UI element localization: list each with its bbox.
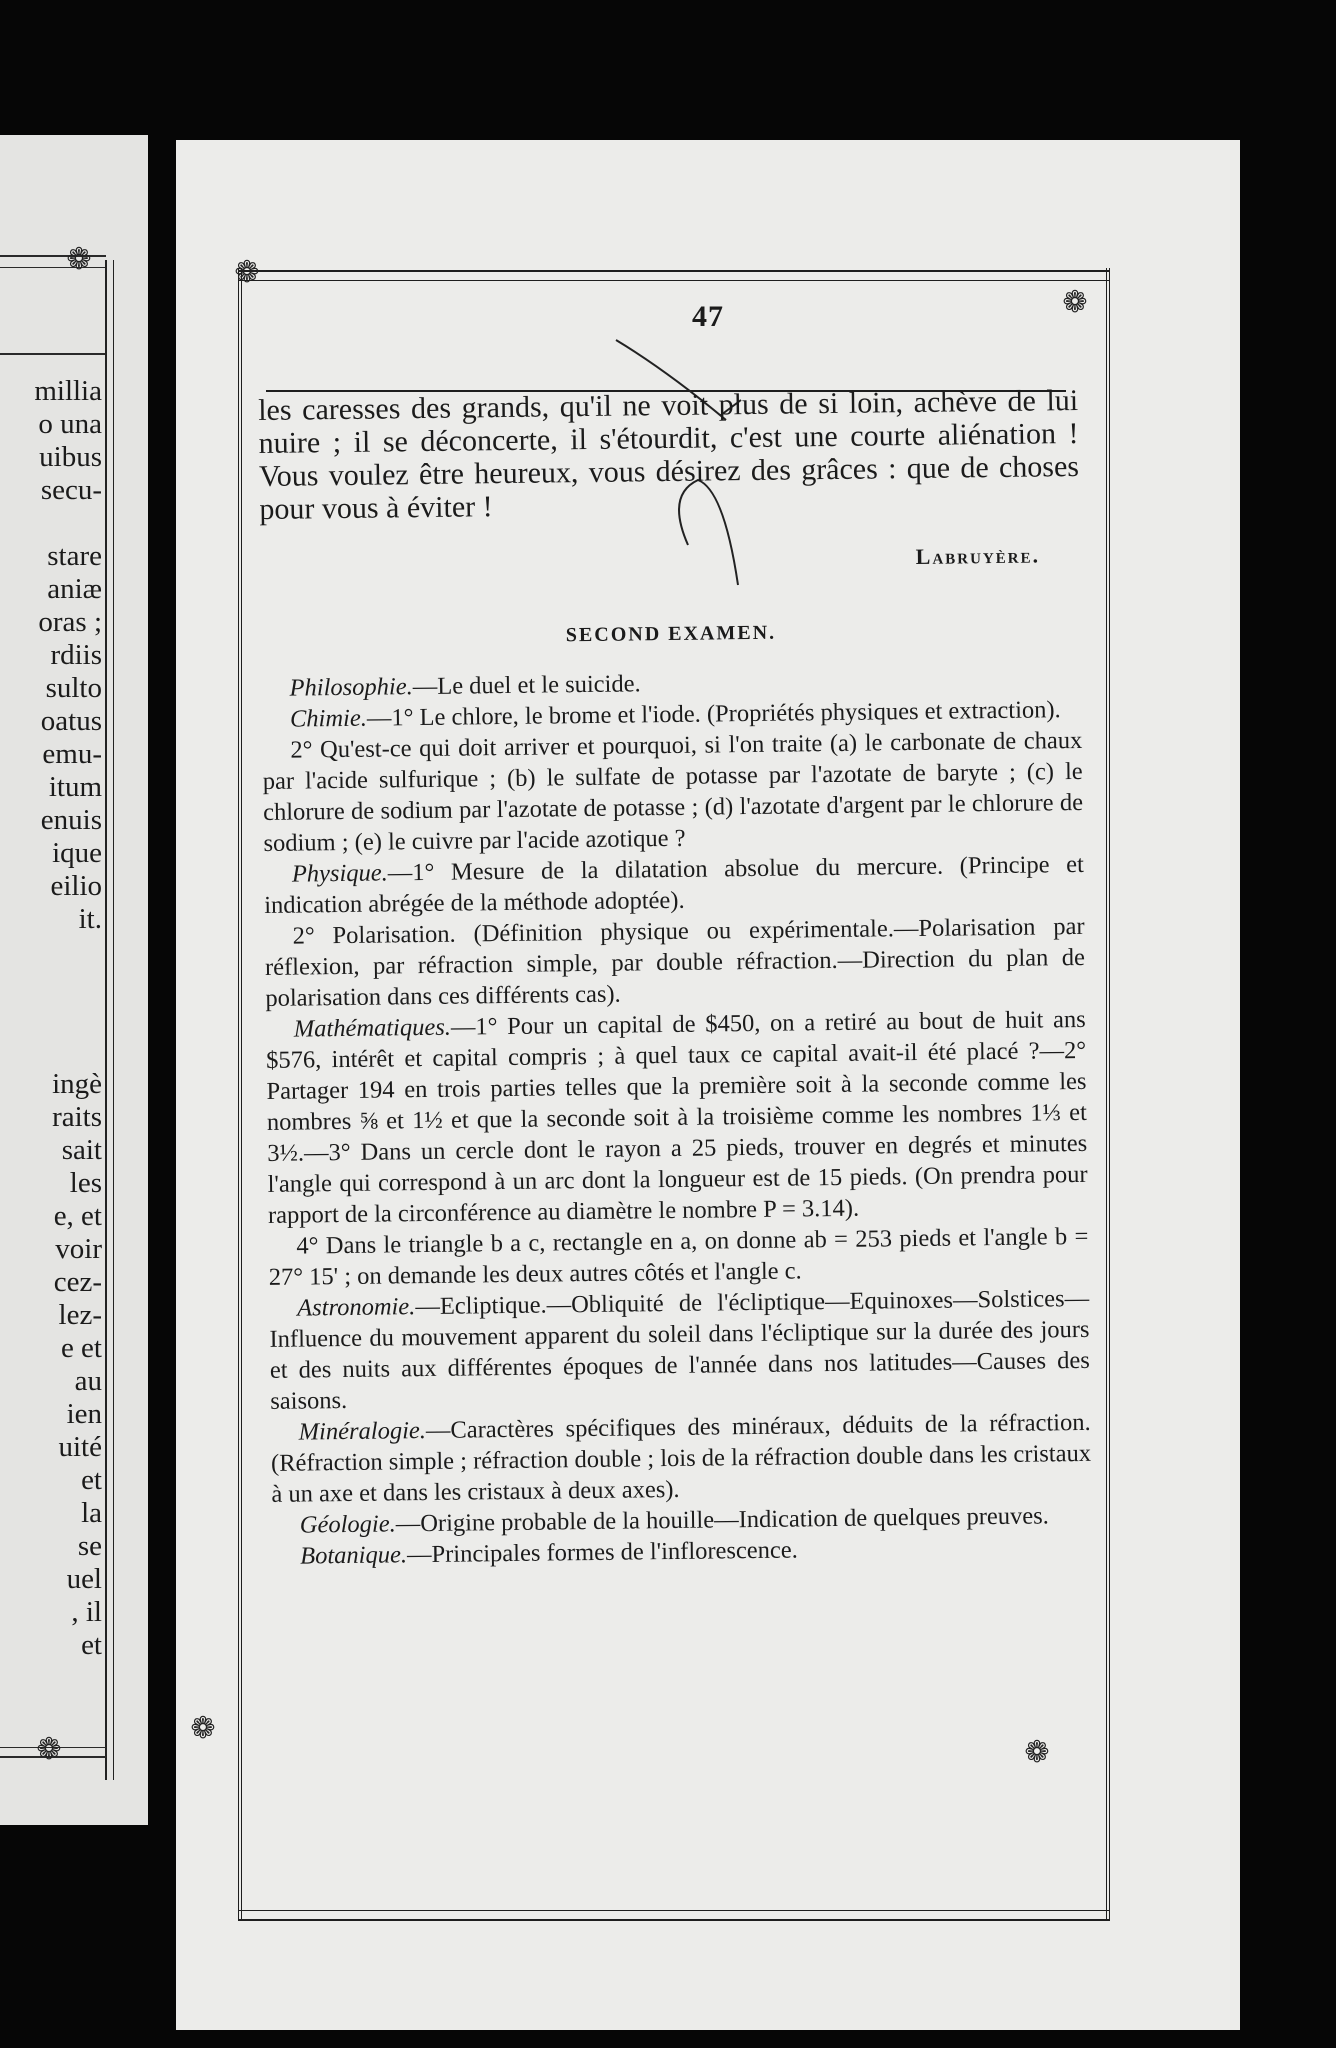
left-page-line: emu-	[42, 738, 102, 770]
left-page-line: e et	[60, 1332, 102, 1364]
paragraph-text: —Caractères spécifiques des minéraux, déduits de la réfraction. (Réfraction simple ; réfraction double ; lois de la réfraction double dans les cristaux à un axe et dans les cristaux à deux axes).	[270, 1408, 1092, 1508]
book-page	[176, 140, 1240, 2030]
left-page-line: , il	[71, 1596, 102, 1628]
left-page-line: uité	[58, 1431, 102, 1463]
exam-paragraph	[262, 725, 1083, 859]
subject-label: Astronomie.	[297, 1293, 416, 1322]
left-page-line	[34, 1035, 102, 1068]
paragraph-text: —1° Pour un capital de $450, on a retiré au bout de huit ans $576, intérêt et capital compris ; à quel taux ce capital avait-il été placé ?—2° Partager 194 en trois parties telles que la première soit à la seconde comme les nombres ⅝ et 1½ et que la seconde soit à la troisième comme les nombres 1⅓ et 3½.—3° Dans un cercle dont le rayon a 25 pieds, trouver en degrés et minutes l'angle qui correspond à un arc dont la longueur est de 15 pieds. (On prendra pour rapport de la circonférence au diamètre le nombre P = 3.14).	[265, 1005, 1088, 1229]
left-page-line: sait	[61, 1134, 102, 1166]
left-page-text	[34, 375, 102, 1662]
left-page-line: voir	[55, 1233, 102, 1265]
subject-label: Mathématiques.	[293, 1013, 452, 1043]
frame-bottom-rule	[238, 1910, 1110, 1921]
subject-label: Géologie.	[299, 1510, 396, 1539]
corner-ornament-icon: ❁	[66, 242, 92, 277]
left-page-line: ien	[66, 1398, 102, 1430]
left-page-line	[34, 969, 102, 1002]
left-page-line: uibus	[39, 441, 102, 473]
paragraph-text: —1° Le chlore, le brome et l'iode. (Propriétés physiques et extraction).	[366, 696, 1061, 732]
left-page-line: se	[77, 1530, 102, 1562]
exam-paragraph	[270, 1407, 1091, 1510]
left-page-fragment	[0, 135, 148, 1825]
corner-ornament-icon: ❁	[36, 1732, 62, 1767]
left-page-line: secu-	[40, 474, 102, 506]
quote-paragraph: les caresses des grands, qu'il ne voit plus de si loin, achève de lui nuire ; il se déconcerte, il s'étourdit, c'est une courte aliénation ! Vous voulez être heureux, vous désirez des grâces : que de choses pour vous à éviter !	[258, 383, 1080, 526]
left-page-line: oatus	[40, 705, 102, 737]
corner-ornament-icon: ❁	[234, 255, 260, 290]
exam-paragraph	[266, 1004, 1089, 1231]
left-page-line: au	[74, 1365, 102, 1397]
left-page-line: cez-	[53, 1266, 102, 1298]
paragraph-text: —1° Mesure de la dilatation absolue du mercure. (Principe et indication abrégée de la méthode adoptée).	[264, 850, 1084, 919]
corner-ornament-icon: ❁	[190, 1711, 216, 1746]
left-page-line: ique	[52, 837, 102, 869]
left-page-line: les	[69, 1167, 102, 1199]
exam-paragraph	[269, 1283, 1090, 1417]
page-number: 47	[692, 300, 724, 333]
left-page-line: lez-	[58, 1299, 102, 1331]
left-page-line: e, et	[53, 1200, 102, 1232]
paragraph-text: 2° Qu'est-ce qui doit arriver et pourquoi, si l'on traite (a) le carbonate de chaux par l'acide sulfurique ; (b) le sulfate de potasse par l'azotate de baryte ; (c) le chlorure de sodium par l'azotate de potasse ; (d) l'azotate d'argent par le chlorure de sodium ; (e) le cuivre par l'acide azotique ?	[262, 726, 1084, 857]
left-page-line: ingè	[52, 1068, 102, 1100]
left-page-line	[34, 1002, 102, 1035]
exam-paragraph	[264, 911, 1085, 1014]
left-page-line: itum	[48, 771, 102, 803]
left-page-line: et	[81, 1464, 102, 1496]
left-page-border	[105, 260, 114, 1780]
left-page-line: enuis	[40, 804, 102, 836]
page-text	[258, 384, 1092, 1572]
exam-paragraphs	[261, 663, 1092, 1572]
left-page-line: sulto	[45, 672, 102, 704]
corner-ornament-icon: ❁	[1024, 1735, 1050, 1770]
paragraph-text: —Le duel et le suicide.	[412, 670, 641, 701]
subject-label: Physique.	[291, 859, 388, 888]
section-title: SECOND EXAMEN.	[565, 621, 777, 647]
exam-paragraph	[264, 849, 1085, 921]
left-page-line: oras ;	[38, 606, 102, 638]
left-page-line: la	[81, 1497, 102, 1529]
paragraph-text: —Origine probable de la houille—Indication de quelques preuves.	[395, 1502, 1050, 1538]
left-page-line: rdiis	[50, 639, 102, 671]
paragraph-text: —Ecliptique.—Obliquité de l'écliptique—Equinoxes—Solstices—Influence du mouvement apparent du soleil dans l'écliptique sur la durée des jours et des nuits aux différentes époques de l'année dans nos latitudes—Causes des saisons.	[269, 1284, 1091, 1415]
left-page-line: aniæ	[47, 573, 102, 605]
subject-label: Chimie.	[289, 704, 368, 733]
left-page-line: millia	[34, 375, 102, 407]
exam-paragraph	[268, 1221, 1089, 1293]
left-page-header-rule	[0, 353, 106, 355]
left-page-line: o una	[38, 408, 102, 440]
corner-ornament-icon: ❁	[1062, 285, 1088, 320]
subject-label: Minéralogie.	[298, 1417, 427, 1446]
paragraph-text: —Principales formes de l'inflorescence.	[406, 1536, 798, 1569]
subject-label: Botanique.	[300, 1541, 408, 1570]
paragraph-text: 4° Dans le triangle b a c, rectangle en a, on donne ab = 253 pieds et l'angle b = 27° 15' ; on demande les deux autres côtés et l'angle c.	[268, 1222, 1089, 1291]
left-page-line	[34, 936, 102, 969]
quote-author: Labruyère.	[915, 542, 1041, 569]
left-page-line: uel	[66, 1563, 102, 1595]
frame-top-rule	[238, 270, 1110, 281]
left-page-line: stare	[47, 540, 102, 572]
subject-label: Philosophie.	[289, 673, 413, 702]
left-page-line: raits	[52, 1101, 102, 1133]
left-page-line: et	[81, 1629, 102, 1661]
left-page-line: it.	[78, 903, 102, 935]
left-page-line	[34, 507, 102, 540]
left-page-line: eilio	[50, 870, 102, 902]
paragraph-text: 2° Polarisation. (Définition physique ou expérimentale.—Polarisation par réflexion, par réfraction simple, par double réfraction.—Direction du plan de polarisation dans ces différents cas).	[264, 912, 1086, 1012]
